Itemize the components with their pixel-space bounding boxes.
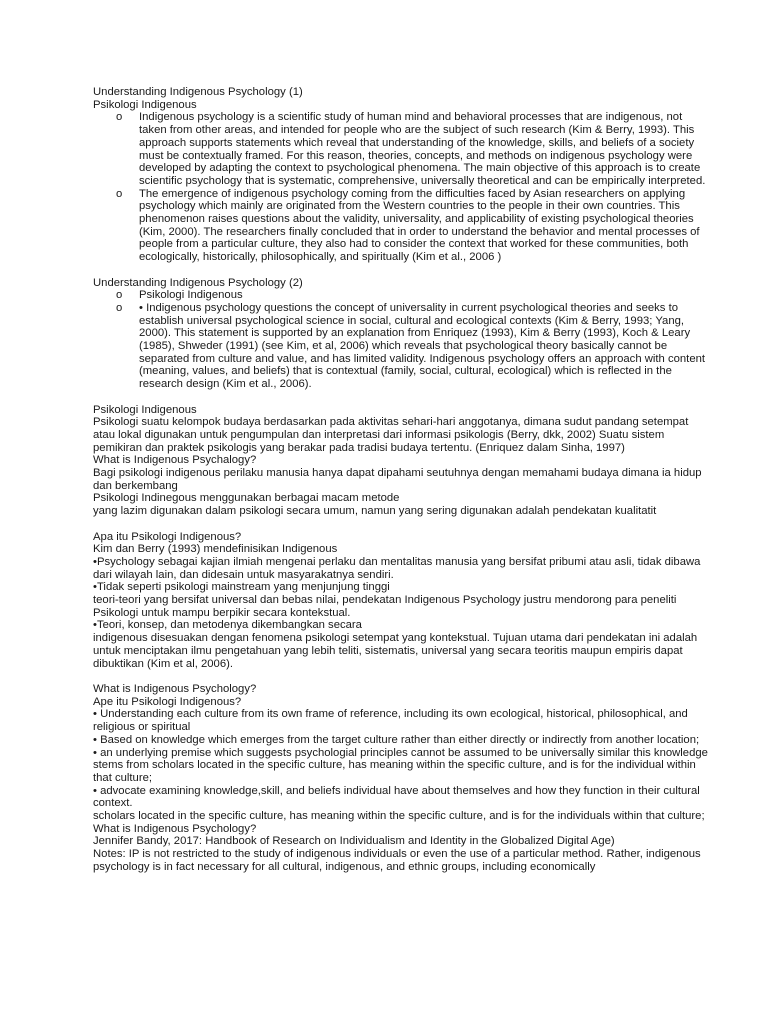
bullet-text: The emergence of indigenous psychology coming from the difficulties faced by Asian researchers on applying psychology which mainly are originated from the Western countries to the people in their own countries. This phenomenon raises questions about the validity, universality, and applicability of existing psychological theories (Kim, 2000). The researchers finally concluded that in order to understand the behavior and mental processes of people from a particular culture, they also had to consider the context that worked for these communities, both ecologically, historically, philosophically, and spiritually (Kim et al., 2006 ) xyxy=(139,187,700,264)
text-line: •Teori, konsep, dan metodenya dikembangkan secara xyxy=(93,619,362,632)
list-item xyxy=(93,289,708,302)
blank-line xyxy=(93,264,708,277)
text-paragraph: • Based on knowledge which emerges from the target culture rather than either directly or indirectly from another location; xyxy=(93,733,700,746)
bullet-marker: o xyxy=(116,289,123,302)
text-line: •Tidak seperti psikologi mainstream yang menjunjung tinggi xyxy=(93,581,390,594)
text-line: Kim dan Berry (1993) mendefinisikan Indigenous xyxy=(93,543,338,556)
bullet-text: Psikologi Indigenous xyxy=(139,289,243,302)
text-paragraph: Notes: IP is not restricted to the study of indigenous individuals or even the use of a particular method. Rather, indigenous psychology is in fact necessary for all cultural, indigenous, and ethnic groups, including economically xyxy=(93,848,701,873)
text-line: What is Indigenous Psychology? xyxy=(93,682,257,695)
bullet-text: • Indigenous psychology questions the concept of universality in current psychological theories and seeks to establish universal psychological science in social, cultural and ecological contexts (Kim & Berry, 1993; Yang, 2000). This statement is supported by an explanation from Enriquez (1993), Kim & Berry (1993), Koch & Leary (1985), Shweder (1991) (see Kim, et al, 2006) which reveals that psychological theory basically cannot be separated from culture and value, and has limited validity. Indigenous psychology offers an approach with content (meaning, values, and beliefs) that is contextual (family, social, cultural, ecological) which is reflected in the research design (Kim et al., 2006). xyxy=(139,301,706,391)
text-line: Apa itu Psikologi Indigenous? xyxy=(93,530,242,543)
text-line: yang lazim digunakan dalam psikologi secara umum, namun yang sering digunakan adalah pendekatan kualitatit xyxy=(93,505,657,518)
text-line: Psikologi Indinegous menggunakan berbagai macam metode xyxy=(93,492,400,505)
bullet-list xyxy=(93,289,708,391)
bullet-text: Indigenous psychology is a scientific study of human mind and behavioral processes that are indigenous, not taken from other areas, and intended for people who are the subject of such research (Kim & Berry, 1993). This approach supports statements which reveal that understanding of the knowledge, skills, and beliefs of a society must be contextually framed. For this reason, theories, concepts, and methods on indigenous psychology were developed by adapting the context to psychological phenomena. The main objective of this approach is to create scientific psychology that is systematic, comprehensive, universally theoretical and can be empirically interpreted. xyxy=(139,111,706,187)
text-paragraph: • Understanding each culture from its own frame of reference, including its own ecological, historical, philosophical, and religious or spiritual xyxy=(93,708,688,734)
text-line: What is Indigenous Psychology? xyxy=(93,822,257,835)
text-paragraph: scholars located in the specific culture, has meaning within the specific culture, and is for the individuals within that culture; xyxy=(93,810,705,823)
bullet-marker: o xyxy=(116,111,123,124)
text-paragraph: •Psychology sebagai kajian ilmiah mengenai perlaku dan mentalitas manusia yang bersifat pribumi atau asli, tidak dibawa dari wilayah lain, dan didesain untuk masyarakatnya sendiri. xyxy=(93,555,701,581)
text-line: Understanding Indigenous Psychology (2) xyxy=(93,276,303,289)
text-paragraph: teori-teori yang bersifat universal dan bebas nilai, pendekatan Indigenous Psychology justru mendorong para peneliti Psikologi untuk mampu berpikir secara kontekstual. xyxy=(93,594,677,619)
text-line: Psikologi Indigenous xyxy=(93,98,197,111)
text-line: Ape itu Psikologi Indigenous? xyxy=(93,695,242,708)
text-paragraph: Psikologi suatu kelompok budaya berdasarkan pada aktivitas sehari-hari anggotanya, dimana sudut pandang setempat atau lokal digunakan untuk pengumpulan dan interpretasi dari informasi psikologis (Berry, dkk, 2002) Suatu sistem pemikiran dan praktek psikologis yang berakar pada tradisi budaya tertentu. (Enriquez dalam Sinha, 1997) xyxy=(93,416,689,454)
text-paragraph: • an underlying premise which suggests psychologial principles cannot be assumed to be universally similar this knowledge stems from scholars located in the specific culture, has meaning within the specific culture, and is for the individual within that culture; xyxy=(93,746,708,784)
text-paragraph: indigenous disesuakan dengan fenomena psikologi setempat yang kontekstual. Tujuan utama dari pendekatan ini adalah untuk menciptakan ilmu pengetahuan yang lebih teliti, sistematis, universal yang secara teoritis maupun empiris dapat dibuktikan (Kim et al, 2006). xyxy=(93,632,698,670)
text-paragraph: Bagi psikologi indigenous perilaku manusia hanya dapat dipahami seutuhnya dengan memahami budaya dimana ia hidup dan berkembang xyxy=(93,467,702,492)
text-line: Jennifer Bandy, 2017: Handbook of Research on Individualism and Identity in the Globalized Digital Age) xyxy=(93,835,615,848)
bullet-marker: o xyxy=(116,301,123,314)
text-line: What is Indigenous Psychalogy? xyxy=(93,454,257,467)
text-line: Psikologi Indigenous xyxy=(93,403,197,416)
blank-line xyxy=(93,670,708,683)
list-item xyxy=(93,302,708,391)
list-item xyxy=(93,188,708,264)
list-item xyxy=(93,111,708,187)
blank-line xyxy=(93,518,708,531)
bullet-list xyxy=(93,111,708,263)
blank-line xyxy=(93,391,708,404)
text-line: Understanding Indigenous Psychology (1) xyxy=(93,86,303,98)
bullet-marker: o xyxy=(116,187,123,200)
text-paragraph: • advocate examining knowledge,skill, and beliefs individual have about themselves and how they function in their cultural context. xyxy=(93,784,700,810)
